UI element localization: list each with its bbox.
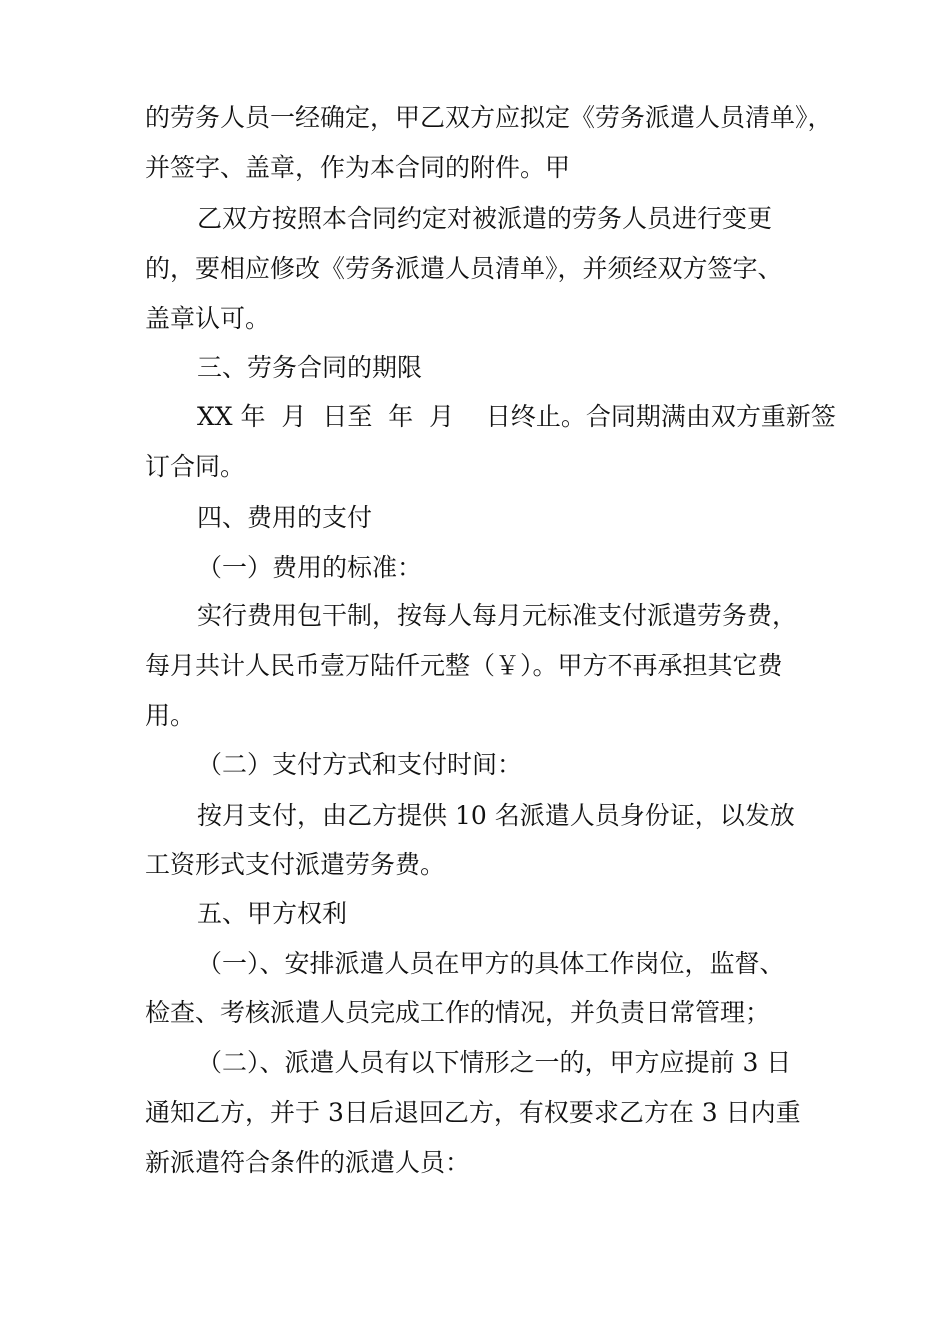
text-line: 并签字、盖章，作为本合同的附件。甲	[145, 153, 571, 182]
text-line: 检查、考核派遣人员完成工作的情况，并负责日常管理；	[145, 998, 771, 1027]
text-line: 的劳务人员一经确定，甲乙双方应拟定《劳务派遣人员清单》，	[145, 103, 833, 132]
text-line: 新派遣符合条件的派遣人员：	[145, 1148, 471, 1177]
text-line: 用。	[145, 701, 196, 730]
text-line: 每月共计人民币壹万陆仟元整（￥）。甲方不再承担其它费	[145, 651, 783, 680]
text-line: 工资形式支付派遣劳务费。	[145, 850, 446, 879]
subsection-heading: （二）支付方式和支付时间：	[197, 750, 523, 779]
text-line: 订合同。	[145, 452, 246, 481]
text-line: 按月支付，由乙方提供 10 名派遣人员身份证，以发放	[197, 801, 795, 830]
text-line: 的，要相应修改《劳务派遣人员清单》，并须经双方签字、	[145, 254, 783, 283]
text-line: 乙双方按照本合同约定对被派遣的劳务人员进行变更	[197, 204, 773, 233]
text-line: （二）、派遣人员有以下情形之一的，甲方应提前 3 日	[197, 1048, 792, 1077]
text-line: 实行费用包干制，按每人每月元标准支付派遣劳务费，	[197, 601, 798, 630]
subsection-heading: （一）费用的标准：	[197, 553, 423, 582]
section-heading: 四、费用的支付	[197, 503, 373, 532]
text-line: （一）、安排派遣人员在甲方的具体工作岗位，监督、	[197, 949, 785, 978]
text-line: 盖章认可。	[145, 304, 271, 333]
section-heading: 三、劳务合同的期限	[197, 353, 423, 382]
text-line: 通知乙方，并于 3日后退回乙方，有权要求乙方在 3 日内重	[145, 1098, 801, 1127]
section-heading: 五、甲方权利	[197, 899, 348, 928]
text-line: XX 年 月 日至 年 月 日终止。合同期满由双方重新签	[197, 402, 836, 431]
